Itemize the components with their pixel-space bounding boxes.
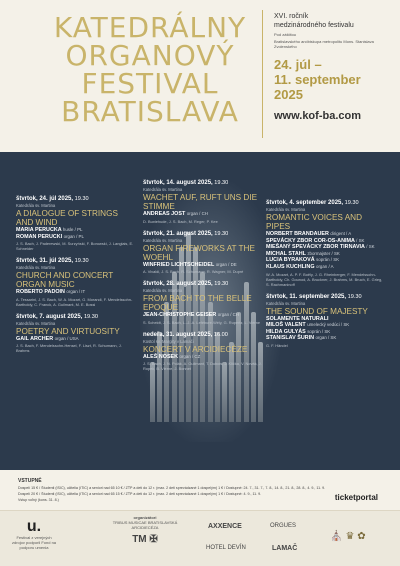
performer: HILDA GULYÁS soprán / SK	[266, 328, 331, 335]
concert-title: CHURCH AND CONCERT ORGAN MUSIC	[16, 271, 114, 290]
organizer-label: organizátori	[133, 515, 157, 520]
concert-entry	[16, 314, 136, 354]
concert-date: nedeľa, 31. august 2025, 16.00	[143, 331, 228, 338]
tickets-line-1: Dospelí 15 € / Študenti (ISIC), učitelia (ITIC) a seniori nad 65 10 € / ZŤP a deti do 12 r. (max. 2 deti sprevádzané 1 dospelým) 1 € / Dostupné: 24. 7., 31. 7., 7. 8., 14. 8., 21. 8., 28. 8., 4. 9., 11. 9.	[18, 486, 326, 490]
concert-venue: Katedrála sv. Martina	[16, 320, 56, 326]
tickets-line-3: Vstup voľný (kons. 31. 8.)	[18, 498, 59, 502]
concert-venue: Katedrála sv. Martina	[266, 300, 306, 306]
concert-date: štvrtok, 4. september 2025, 19.30	[266, 200, 359, 206]
fund-logo	[10, 519, 58, 550]
program-column-3	[266, 200, 386, 355]
performer: ALEŠ NOSEK organ / CZ	[143, 353, 201, 360]
performer: ANDREAS JOST organ / CH	[143, 211, 208, 217]
concert-date: štvrtok, 21. august 2025, 19.30	[143, 230, 229, 237]
composers: J. S. Bach, F. Mendelssohn-Hensel, F. Liszt, R. Schumann, J. Brahms	[16, 343, 122, 354]
performer: NORBERT BRANDAUER dirigent / A	[266, 231, 352, 237]
concert-venue: Katedrála sv. Martina	[16, 203, 56, 208]
logos-footer	[0, 510, 400, 566]
sponsor-lamac: LAMAČ	[272, 545, 298, 552]
festival-info	[274, 12, 394, 122]
tickets-label: VSTUPNÉ	[18, 478, 42, 484]
patron-text: Bratislavského arcibiskupa metropolitu Mons. Stanislava Zvolenského	[274, 39, 374, 49]
concert-entry	[143, 281, 263, 325]
concert-entry	[266, 200, 386, 287]
concert-title: POETRY AND VIRTUOSITY	[16, 326, 120, 336]
composers: A. Vivaldi, J. S. Bach, R. Schumann, R. Wagner, M. Dupré	[143, 269, 244, 275]
festival-dates	[274, 57, 394, 102]
concert-title: KONCERT V ARCIDIECÉZE	[143, 344, 248, 354]
organizers	[100, 515, 190, 545]
dates-line-1: 24. júl –	[274, 57, 322, 72]
crests-icon: ⛪ ♛ ✿	[330, 531, 366, 542]
performer: WINFRIED LICHTSCHEIDEL organ / DE	[143, 261, 237, 268]
performer: KLAUS KUCHLING organ / A	[266, 263, 334, 270]
concert-title: ORGAN FIREWORKS AT THE WOEHL	[143, 243, 255, 262]
performer: SOLAMENTE NATURALI	[266, 315, 329, 322]
dates-line-3: 2025	[274, 87, 303, 102]
concert-date: štvrtok, 28. august 2025, 19.30	[143, 281, 229, 288]
performer: ROMAN PERUCKI organ / PL	[16, 233, 84, 240]
fund-mark-icon: u.	[26, 518, 42, 535]
concert-date: štvrtok, 24. júl 2025, 19.30	[16, 196, 89, 202]
title-line-4: BRATISLAVA	[61, 95, 239, 128]
concert-title: FROM BACH TO THE BELLE EPOQUE	[143, 294, 252, 313]
performer: ROBERTO PADOIN organ / IT	[16, 289, 86, 296]
composers: J. S. Bach, J. N. Polák, A. Guilmant, T. Dubois, J. Klička, V. Novák, J. Ropek, B. Vierne, J. Bonnet	[143, 361, 262, 372]
composers: A. Tessarini, J. S. Bach, W. A. Mozart, G. Morandi, F. Mendelssohn-Bartholdy, C. Franck, A. Guilmant, M. E. Bossi	[16, 296, 133, 307]
concert-entry	[266, 294, 386, 348]
performer: LUCIA BYRAKOVÁ soprán / SK	[266, 257, 340, 264]
dates-line-2: 11. september	[274, 72, 361, 87]
composers: J. S. Bach, J. Paderewski, M. Surzyński, F. Borowski, J. Langlais, E. Schneider	[16, 241, 134, 252]
concert-entry	[16, 258, 136, 307]
sponsor-hotel-devin: HOTEL DEVÍN	[206, 545, 246, 551]
organizer-text: TRIBUS MUSICAE BRATISLAVSKÁ ARCIDIECÉZA	[112, 520, 178, 530]
concert-title: A DIALOGUE OF STRINGS AND WIND	[16, 209, 118, 227]
tickets-line-2: Dospelí 20 € / Študenti (ISIC), učitelia (ITIC) a seniori nad 65 15 € / ZŤP a deti do 12 r. (max. 2 deti sprevádzané 1 dospelým) 1 € / Dostupné: 4. 9., 11. 9.	[18, 492, 262, 496]
sponsor-orgues: ORGUES	[270, 523, 297, 529]
edition-sub: medzinárodného festivalu	[274, 22, 354, 29]
concert-title: THE SOUND OF MAJESTY	[266, 306, 368, 316]
composers: D. Buxtehude, J. S. Bach, M. Reger, P. Kee	[143, 218, 218, 224]
performer: JEAN-CHRISTOPHE GEISER organ / CH	[143, 312, 240, 319]
program-column-2	[143, 180, 263, 378]
fund-text: Festival z verejných zdrojov podporil Fond na podporu umenia	[11, 535, 57, 550]
concert-entry	[143, 332, 263, 372]
header-area	[0, 0, 400, 152]
festival-title	[40, 11, 260, 128]
ticketportal-logo[interactable]: ticketportal	[334, 493, 378, 502]
concert-venue: Katedrála sv. Martina	[266, 207, 306, 212]
title-line-3: FESTIVAL	[81, 67, 219, 100]
title-line-2: ORGANOVÝ	[65, 39, 235, 72]
title-line-1: KATEDRÁLNY	[53, 11, 247, 44]
performer: MARIA PERUCKA husle / PL	[16, 227, 83, 233]
performer: MICHAL STAHL zbormajster / SK	[266, 250, 340, 257]
concert-entry	[16, 196, 136, 251]
performer: STANISLAV ŠURIN organ / SK	[266, 335, 337, 342]
divider-line	[262, 10, 263, 138]
website-url[interactable]: www.kof-ba.com	[274, 110, 361, 122]
concert-date: štvrtok, 7. august 2025, 19.30	[16, 313, 98, 320]
performer: GAIL ARCHER organ / USA	[16, 335, 79, 342]
concert-venue: Katedrála sv. Martina	[143, 187, 183, 192]
concert-venue: Kostol sv. Margity v Lamači	[143, 338, 194, 344]
concert-venue: Katedrála sv. Martina	[16, 265, 56, 271]
performer: MILOŠ VALENT umelecký vedúci / SK	[266, 322, 350, 329]
concert-date: štvrtok, 31. júl 2025, 19.30	[16, 258, 89, 265]
composers: W. A. Mozart, A. P. F. Boëly, J. G. Rheinberger, F. Mendelssohn-Bartholdy, Ch. Gounod, A. Bruckner, J. Brahms, M. Bruch, E. Grieg, S. Rachmaninoff	[266, 271, 383, 287]
concert-entry	[143, 180, 263, 224]
concert-date: štvrtok, 11. september 2025, 19.30	[266, 293, 362, 300]
program-area	[0, 152, 400, 470]
concert-title: WACHET AUF, RUFT UNS DIE STIMME	[143, 193, 258, 211]
concert-title: ROMANTIC VOICES AND PIPES	[266, 213, 362, 231]
concert-venue: Katedrála sv. Martina	[143, 288, 183, 294]
performer: MIEŠANÝ SPEVÁCKY ZBOR TIRNAVIA / SK	[266, 244, 375, 251]
concert-entry	[143, 231, 263, 275]
sponsor-axxence: AXXENCE	[208, 523, 242, 530]
patron-label: Pod záštitou	[274, 32, 297, 37]
edition: XVI. ročník	[274, 13, 309, 20]
tickets-section	[0, 470, 400, 510]
program-column-1	[16, 196, 136, 360]
composers: G. F. Händel	[266, 342, 288, 348]
tribus-musicae-logo-icon: TM ✠	[132, 534, 158, 545]
concert-venue: Katedrála sv. Martina	[143, 237, 183, 243]
performer: SPEVÁCKY ZBOR COR-OS-ANIMA / SK	[266, 237, 365, 244]
composers: S. Scheidt, J. S. Bach, L.-J.-A. Lefébure-Wély, G. Rupertz, L. Vierne	[143, 319, 261, 325]
concert-date: štvrtok, 14. august 2025, 19.30	[143, 180, 229, 186]
